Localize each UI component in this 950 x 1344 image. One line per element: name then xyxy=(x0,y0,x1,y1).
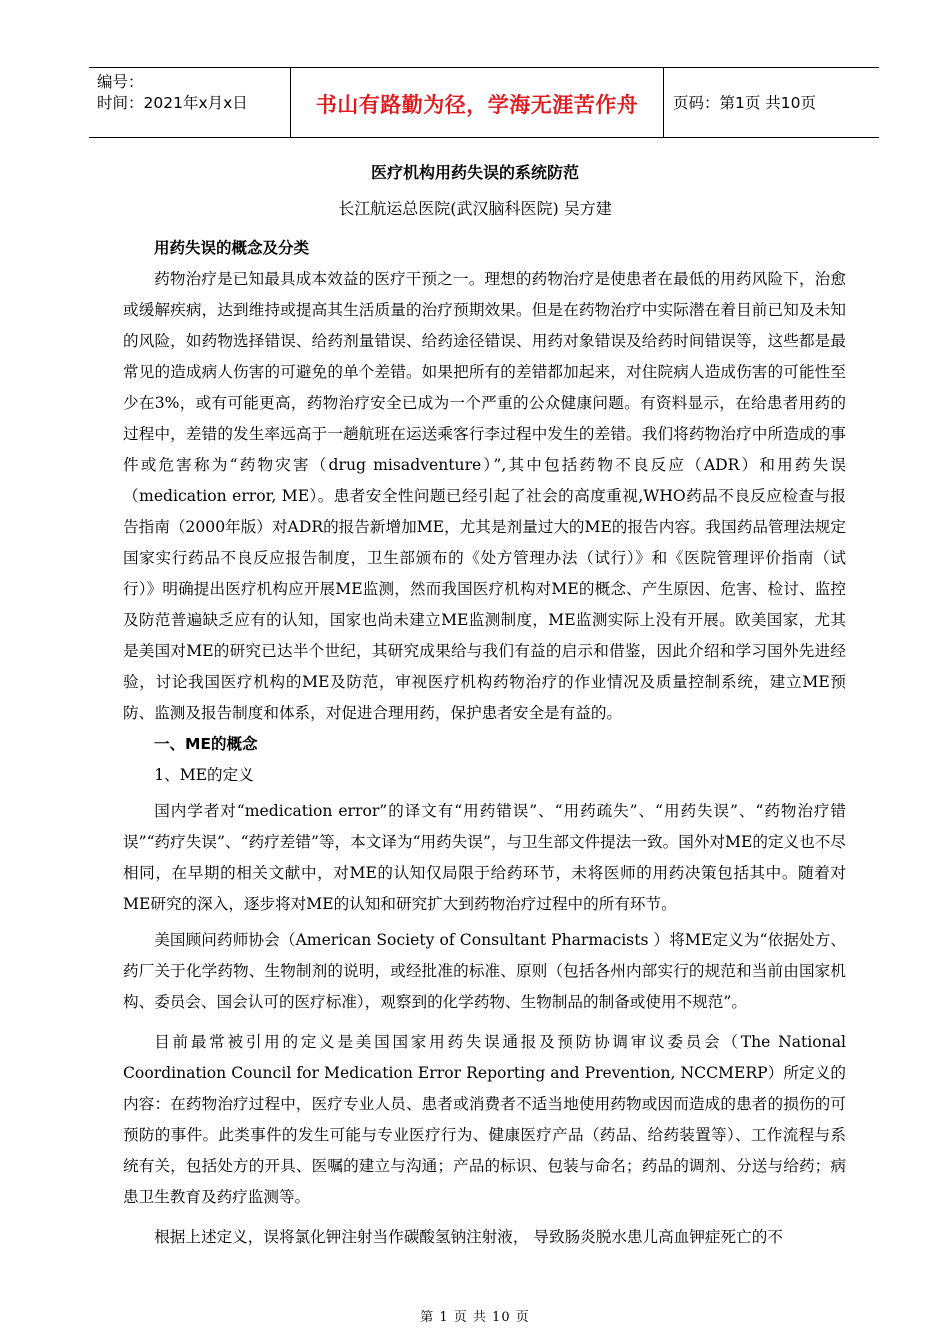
header-page-label: 页码：第1页 共10页 xyxy=(673,94,817,112)
paragraph-translations: 国内学者对“medication error”的译文有“用药错误”、“用药疏失”、“用药失误”、“药物治疗错误”“药疗失误”、“药疗差错”等，本文译为“用药失误”，与卫生部文件提法一致。国外对ME的定义也不尽相同，在早期的相关文献中，对ME的认知仅局限于给药环节，未将医师的用药决策包括其中。随着对ME研究的深入，逐步将对ME的认知和研究扩大到药物治疗过程中的所有环节。 xyxy=(123,802,846,913)
header-table xyxy=(89,67,879,138)
date-label: 时间：2021年x月x日 xyxy=(97,94,248,112)
header-motto: 书山有路勤为径，学海无涯苦作舟 xyxy=(315,93,639,117)
document-title: 医疗机构用药失误的系统防范 xyxy=(370,163,579,182)
document-body xyxy=(123,233,846,1253)
section-heading: 用药失误的概念及分类 xyxy=(154,239,310,257)
page-footer: 第 1 页 共 10 页 xyxy=(420,1310,530,1325)
header-divider xyxy=(663,68,664,137)
document-author: 长江航运总医院(武汉脑科医院) 吴方建 xyxy=(338,199,612,218)
paragraph-nccmerp-definition: 目前最常被引用的定义是美国国家用药失误通报及预防协调审议委员会（The National Coordination Council for Medication Error Reporting and Prevention, NCCMERP）所定义的内容：在药物治疗过程中，医疗专业人员、患者或消费者不适当地使用药物或因而造成的患者的损伤的可预防的事件。此类事件的发生可能与专业医疗行为、健康医疗产品（药品、给药装置等）、工作流程与系统有关，包括处方的开具、医嘱的建立与沟通；产品的标识、包装与命名；药品的调剂、分送与给药；病患卫生教育及药疗监测等。 xyxy=(123,1033,846,1206)
paragraph-example: 根据上述定义，误将氯化钾注射当作碳酸氢钠注射液， 导致肠炎脱水患儿高血钾症死亡的不 xyxy=(154,1228,783,1246)
number-label: 编号： xyxy=(97,73,144,91)
subheading-me-concept: 一、ME的概念 xyxy=(154,735,258,753)
paragraph-ascp-definition: 美国顾问药师协会（American Society of Consultant Pharmacists ）将ME定义为“依据处方、药厂关于化学药物、生物制剂的说明，或经批准的标准、原则（包括各州内部实行的规范和当前由国家机构、委员会、国会认可的医疗标准），观察到的化学药物、生物制品的制备或使用不规范”。 xyxy=(123,931,846,1011)
header-left-cell xyxy=(97,72,248,114)
intro-paragraph: 药物治疗是已知最具成本效益的医疗干预之一。理想的药物治疗是使患者在最低的用药风险下，治愈或缓解疾病，达到维持或提高其生活质量的治疗预期效果。但是在药物治疗中实际潜在着目前已知及未知的风险，如药物选择错误、给药剂量错误、给药途径错误、用药对象错误及给药时间错误等，这些都是最常见的造成病人伤害的可避免的单个差错。如果把所有的差错都加起来，对住院病人造成伤害的可能性至少在3%，或有可能更高，药物治疗安全已成为一个严重的公众健康问题。有资料显示，在给患者用药的过程中，差错的发生率远高于一趟航班在运送乘客行李过程中发生的差错。我们将药物治疗中所造成的事件或危害称为“药物灾害（drug misadventure）”,其中包括药物不良反应（ADR）和用药失误（medication error, ME）。患者安全性问题已经引起了社会的高度重视,WHO药品不良反应检查与报告指南（2000年版）对ADR的报告新增加ME，尤其是剂量过大的ME的报告内容。我国药品管理法规定国家实行药品不良反应报告制度，卫生部颁布的《处方管理办法（试行）》和《医院管理评价指南（试行）》明确提出医疗机构应开展ME监测，然而我国医疗机构对ME的概念、产生原因、危害、检讨、监控及防范普遍缺乏应有的认知，国家也尚未建立ME监测制度，ME监测实际上没有开展。欧美国家，尤其是美国对ME的研究已达半个世纪，其研究成果给与我们有益的启示和借鉴，因此介绍和学习国外先进经验，讨论我国医疗机构的ME及防范，审视医疗机构药物治疗的作业情况及质量控制系统，建立ME预防、监测及报告制度和体系，对促进合理用药，保护患者安全是有益的。 xyxy=(123,270,846,722)
subheading-me-definition: 1、ME的定义 xyxy=(154,766,254,784)
